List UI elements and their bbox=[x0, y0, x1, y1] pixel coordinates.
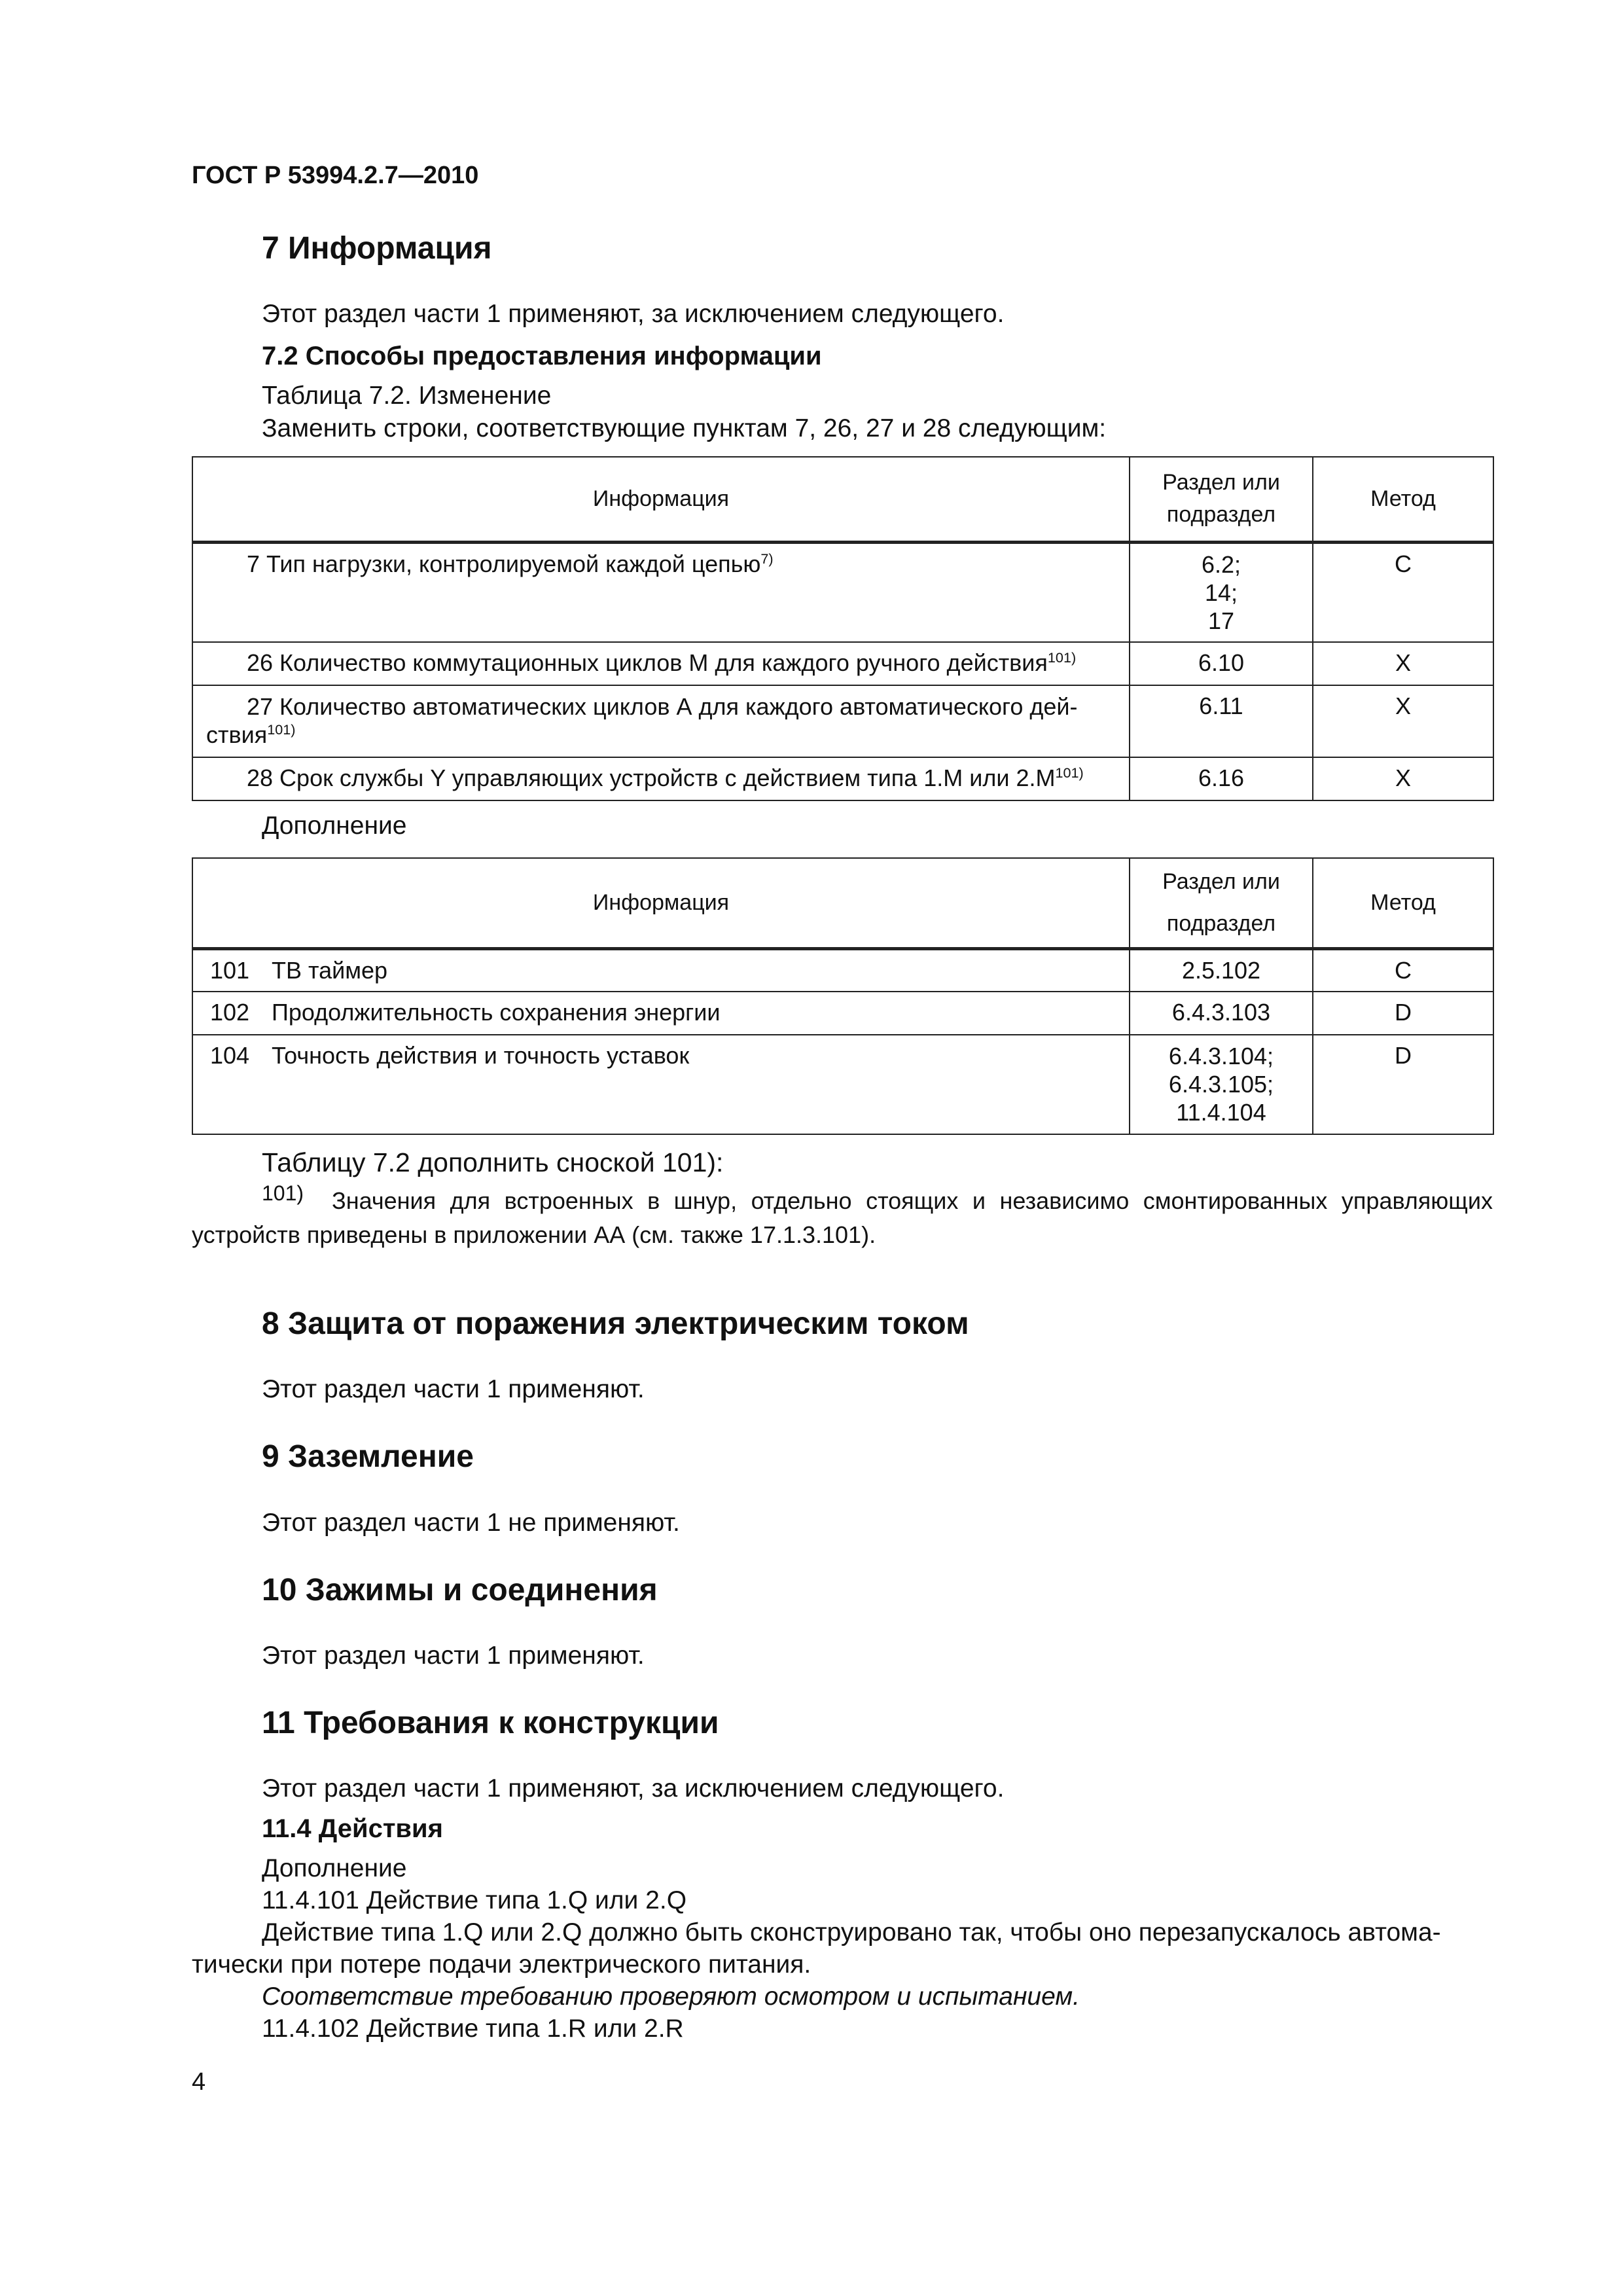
section-10-text: Этот раздел части 1 применяют. bbox=[262, 1641, 645, 1670]
footnote-ref: 101) bbox=[1055, 764, 1084, 781]
section-9-text: Этот раздел части 1 не применяют. bbox=[262, 1509, 680, 1537]
footnote-text: Значения для встроенных в шнур, отдельно стоящих и независимо смонтированных управляющих устройств приведены в приложении АА (см. также 17.1.3.101). bbox=[192, 1187, 1493, 1249]
clause-11-4-101-body-cont: тически при потере подачи электрического питания. bbox=[192, 1950, 812, 1979]
section-9-title: 9 Заземление bbox=[262, 1439, 474, 1474]
row-method: Х bbox=[1313, 642, 1493, 685]
subsection-7-2-title: 7.2 Способы предоставления информации bbox=[262, 342, 822, 370]
table-7-2-caption: Таблица 7.2. Изменение bbox=[262, 382, 552, 410]
row-info: 28 Срок службы Y управляющих устройств с действием типа 1.М или 2.М bbox=[247, 764, 1056, 792]
row-section: 6.16 bbox=[1130, 757, 1313, 800]
row-section: 6.2; 14; 17 bbox=[1130, 542, 1313, 642]
row-info: Продолжительность сохранения энергии bbox=[272, 999, 721, 1026]
footnote-ref: 101) bbox=[267, 721, 296, 738]
table-row bbox=[192, 1035, 1493, 1134]
row-info: ТВ таймер bbox=[272, 956, 388, 984]
row-info: 26 Количество коммутационных циклов М для каждого ручного действия bbox=[247, 649, 1048, 677]
document-header: ГОСТ Р 53994.2.7—2010 bbox=[192, 162, 479, 189]
section-8-text: Этот раздел части 1 применяют. bbox=[262, 1375, 645, 1403]
row-info: 7 Тип нагрузки, контролируемой каждой цепью bbox=[247, 550, 761, 577]
footnote-mark: 101) bbox=[262, 1181, 304, 1205]
section-10-title: 10 Зажимы и соединения bbox=[262, 1573, 658, 1607]
section-7-title: 7 Информация bbox=[262, 231, 492, 266]
row-method: С bbox=[1313, 948, 1493, 992]
table-7-2-addition bbox=[192, 857, 1494, 1135]
row-method: D bbox=[1313, 992, 1493, 1035]
header-info: Информация bbox=[192, 858, 1130, 948]
row-section: 6.4.3.103 bbox=[1130, 992, 1313, 1035]
table-row bbox=[192, 992, 1493, 1035]
header-info: Информация bbox=[192, 457, 1130, 542]
row-number: 101 bbox=[210, 956, 250, 984]
section-11-intro: Этот раздел части 1 применяют, за исключением следующего. bbox=[262, 1774, 1005, 1803]
clause-11-4-102: 11.4.102 Действие типа 1.R или 2.R bbox=[262, 2015, 684, 2043]
replace-instruction: Заменить строки, соответствующие пунктам 7, 26, 27 и 28 следующим: bbox=[262, 414, 1107, 442]
page-number: 4 bbox=[192, 2068, 206, 2096]
section-7-intro: Этот раздел части 1 применяют, за исключением следующего. bbox=[262, 300, 1005, 328]
footnote-ref: 7) bbox=[760, 550, 774, 567]
header-method: Метод bbox=[1313, 858, 1493, 948]
row-section: 2.5.102 bbox=[1130, 948, 1313, 992]
row-section: 6.4.3.104; 6.4.3.105; 11.4.104 bbox=[1130, 1035, 1313, 1134]
header-section: Раздел или подраздел bbox=[1130, 457, 1313, 542]
clause-11-4-101: 11.4.101 Действие типа 1.Q или 2.Q bbox=[262, 1886, 687, 1914]
row-method: Х bbox=[1313, 757, 1493, 800]
header-method: Метод bbox=[1313, 457, 1493, 542]
table-row bbox=[192, 948, 1493, 992]
row-section: 6.11 bbox=[1130, 685, 1313, 757]
clause-11-4-101-body: Действие типа 1.Q или 2.Q должно быть сконструировано так, чтобы оно перезапускалось автома- bbox=[262, 1918, 1441, 1946]
header-section: Раздел или подраздел bbox=[1130, 858, 1313, 948]
row-method: D bbox=[1313, 1035, 1493, 1134]
table-row bbox=[192, 542, 1493, 642]
row-method: С bbox=[1313, 542, 1493, 642]
row-info: Точность действия и точность уставок bbox=[272, 1042, 690, 1069]
row-info: 27 Количество автоматических циклов А для каждого автоматического дей- bbox=[247, 693, 1078, 721]
row-section: 6.10 bbox=[1130, 642, 1313, 685]
table-row bbox=[192, 642, 1493, 685]
addition-label: Дополнение bbox=[262, 812, 407, 840]
compliance-check: Соответствие требованию проверяют осмотром и испытанием. bbox=[262, 1982, 1080, 2011]
section-8-title: 8 Защита от поражения электрическим током bbox=[262, 1306, 969, 1341]
footnote-101 bbox=[192, 1178, 1493, 1252]
footnote-instruction: Таблицу 7.2 дополнить сноской 101): bbox=[262, 1147, 724, 1177]
table-7-2-replacement bbox=[192, 456, 1494, 801]
table-row bbox=[192, 685, 1493, 757]
row-number: 104 bbox=[210, 1042, 250, 1069]
row-method: Х bbox=[1313, 685, 1493, 757]
footnote-ref: 101) bbox=[1047, 649, 1077, 666]
table-row bbox=[192, 757, 1493, 800]
subsection-11-4-title: 11.4 Действия bbox=[262, 1814, 443, 1843]
addition-11-label: Дополнение bbox=[262, 1854, 407, 1882]
row-info-cont: ствия bbox=[206, 721, 268, 749]
section-11-title: 11 Требования к конструкции bbox=[262, 1706, 719, 1740]
row-number: 102 bbox=[210, 999, 250, 1026]
